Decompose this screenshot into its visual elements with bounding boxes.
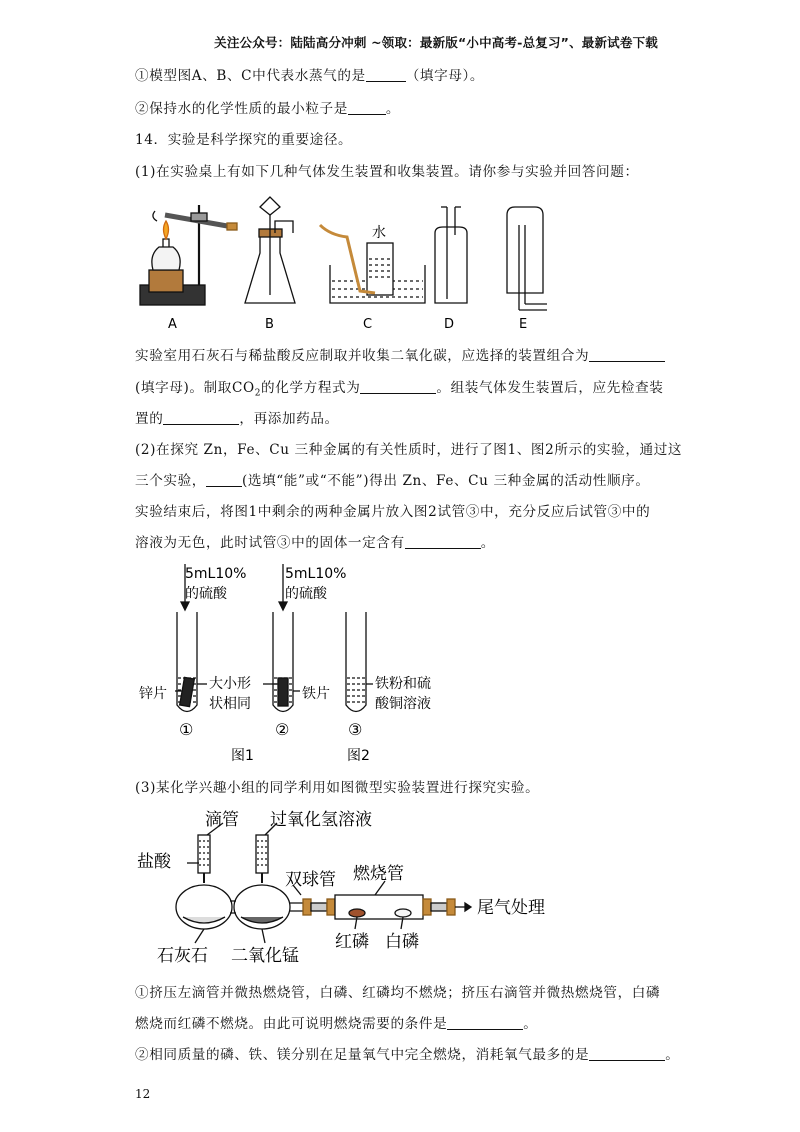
q14-part3-sub2-b: 。 <box>665 1047 680 1063</box>
mix-label-2: 酸铜溶液 <box>375 696 431 712</box>
label-d: D <box>444 317 455 332</box>
q14-part1-line2-a: (填字母)。制取CO <box>135 380 255 396</box>
q14-part3-sub2 <box>135 1046 679 1064</box>
q14-part2-line3: 实验结束后，将图1中剩余的两种金属片放入图2试管③中，充分反应后试管③中的 <box>135 504 651 520</box>
iron-label: 铁片 <box>302 686 330 702</box>
q14-part3-sub1-line2-b: 。 <box>523 1016 538 1032</box>
tube-3-label: ③ <box>348 720 363 739</box>
answer-blank[interactable] <box>360 379 436 394</box>
q14-part1-line2-b: 的化学方程式为 <box>261 380 361 396</box>
dropper-label: 滴管 <box>205 810 239 830</box>
q14-part3-sub2-a: ②相同质量的磷、铁、镁分别在足量氧气中完全燃烧，消耗氧气最多的是 <box>135 1047 590 1063</box>
q14-part1-line1-text: 实验室用石灰石与稀盐酸反应制取并收集二氧化碳，应选择的装置组合为 <box>135 348 590 364</box>
q14-part2-line4-a: 溶液为无色，此时试管③中的固体一定含有 <box>135 535 405 551</box>
answer-blank[interactable] <box>163 410 239 425</box>
q14-part3-sub1-line2 <box>135 1015 537 1033</box>
apparatus-a <box>140 205 237 305</box>
micro-apparatus-figure <box>135 803 565 977</box>
answer-blank[interactable] <box>589 1046 665 1061</box>
zinc-label: 锌片 <box>139 686 167 702</box>
h2o2-label: 过氧化氢溶液 <box>270 810 372 830</box>
acid1-label-1: 5mL10% <box>185 566 247 582</box>
q14-part2-line2-b: (选填“能”或“不能”)得出 Zn、Fe、Cu 三种金属的活动性顺序。 <box>241 473 650 489</box>
q13-sub2-tail: 。 <box>385 101 401 117</box>
label-c: C <box>363 317 373 332</box>
apparatus-d <box>435 207 467 303</box>
q14-part1-line1 <box>135 347 665 365</box>
q14-part1-line2-c: 。组装气体发生装置后，应先检查装 <box>436 380 664 396</box>
apparatus-b <box>245 197 295 303</box>
label-b: B <box>265 317 274 332</box>
q14-part3-intro: (3)某化学兴趣小组的同学利用如图微型实验装置进行探究实验。 <box>135 780 540 796</box>
white-phosphorus-label: 白磷 <box>385 932 419 952</box>
red-phosphorus-label: 红磷 <box>335 932 369 952</box>
test-tube-figure <box>135 560 465 774</box>
page-number: 12 <box>135 1087 151 1101</box>
q14-title: 14．实验是科学探究的重要途径。 <box>135 132 353 148</box>
answer-blank[interactable] <box>447 1015 523 1030</box>
q14-part3-sub1-line1: ①挤压左滴管并微热燃烧管，白磷、红磷均不燃烧；挤压右滴管并微热燃烧管，白磷 <box>135 985 661 1001</box>
micro-apparatus-svg <box>135 803 565 973</box>
label-a: A <box>168 317 177 332</box>
q13-sub1-text: ①模型图A、B、C中代表水蒸气的是 <box>135 68 366 84</box>
q14-part2-line2-a: 三个实验， <box>135 473 206 489</box>
answer-blank[interactable] <box>589 347 665 362</box>
acid2-label-2: 的硫酸 <box>285 586 327 602</box>
tube-1-label: ① <box>179 720 194 739</box>
answer-blank[interactable] <box>405 534 481 549</box>
label-water: 水 <box>372 225 386 241</box>
test-tube-svg <box>135 560 465 770</box>
q14-part2-line1: (2)在探究 Zn，Fe、Cu 三种金属的有关性质时，进行了图1、图2所示的实验，通过这 <box>135 442 683 458</box>
tube-2-label: ② <box>275 720 290 739</box>
acid2-label-1: 5mL10% <box>285 566 347 582</box>
answer-blank[interactable] <box>348 100 386 115</box>
fig2-caption: 图2 <box>347 748 370 764</box>
double-bulb-label: 双球管 <box>285 870 336 890</box>
q14-part1-line2 <box>135 379 664 403</box>
label-e: E <box>519 317 528 332</box>
q14-part2-line4-b: 。 <box>480 535 495 551</box>
answer-blank[interactable] <box>366 67 406 82</box>
hcl-label: 盐酸 <box>137 852 171 872</box>
q13-sub2-text: ②保持水的化学性质的最小粒子是 <box>135 101 348 117</box>
apparatus-figure <box>135 185 565 339</box>
fig1-caption: 图1 <box>231 748 254 764</box>
q14-part2-line4 <box>135 534 495 552</box>
subscript: 2 <box>254 388 262 399</box>
q14-part1-intro: (1)在实验桌上有如下几种气体发生装置和收集装置。请你参与实验并回答问题： <box>135 164 639 180</box>
page-header: 关注公众号：陆陆高分冲刺 ~领取：最新版“小中高考-总复习”、最新试卷下载 <box>214 35 658 50</box>
q14-part2-line2 <box>135 472 650 490</box>
q14-part1-line3-a: 置的 <box>135 411 164 427</box>
apparatus-e <box>507 207 547 310</box>
same-size-label-1: 大小形 <box>209 676 251 692</box>
combustion-tube-label: 燃烧管 <box>353 864 404 884</box>
mix-label-1: 铁粉和硫 <box>375 676 431 692</box>
answer-blank[interactable] <box>206 472 242 487</box>
mno2-label: 二氧化锰 <box>231 946 299 966</box>
q14-part3-sub1-line2-a: 燃烧而红磷不燃烧。由此可说明燃烧需要的条件是 <box>135 1016 448 1032</box>
same-size-label-2: 状相同 <box>209 696 251 712</box>
exhaust-label: 尾气处理 <box>477 898 545 918</box>
q13-sub2 <box>135 100 400 118</box>
acid1-label-2: 的硫酸 <box>185 586 227 602</box>
q14-part1-line3-b: ，再添加药品。 <box>239 411 339 427</box>
q13-sub1-tail: （填字母）。 <box>405 68 485 84</box>
limestone-label: 石灰石 <box>157 946 208 966</box>
apparatus-svg <box>135 185 565 335</box>
q14-part1-line3 <box>135 410 339 428</box>
q13-sub1 <box>135 67 484 85</box>
